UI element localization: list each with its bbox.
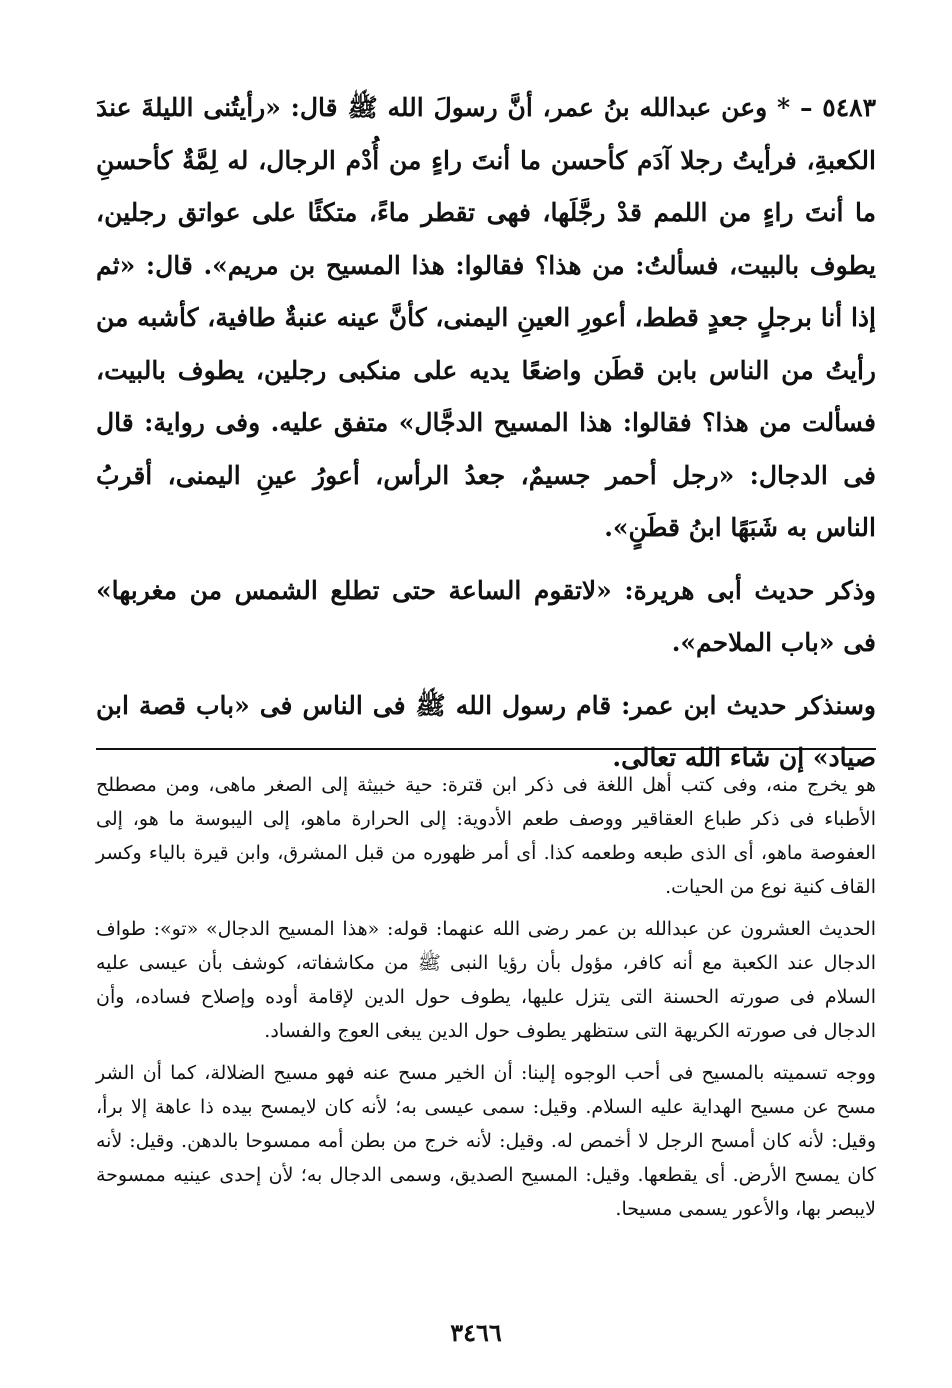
footnote-paragraph: ووجه تسميته بالمسيح فى أحب الوجوه إلينا: أن الخير مسح عنه فهو مسيح الضلالة، كما أن الشر مسح عن مسيح الهداية عليه السلام. وقيل: سمى عيسى به؛ لأنه كان لايمسح بيده ذا عاهة إلا برأ، وقيل: لأنه كان أمسح الرجل لا أخمص له. وقيل: لأنه خرج من بطن أمه ممسوحا بالدهن. وقيل: لأنه كان يمسح الأرض. أى يقطعها. وقيل: المسيح الصديق، وسمى الدجال به؛ لأن إحدى عينيه ممسوحة لايبصر بها، والأعور يسمى مسيحا. [96, 1062, 876, 1220]
hadith-paragraph: وسنذكر حديث ابن عمر: قام رسول الله ﷺ فى الناس فى «باب قصة ابن صياد» إن شاء الله تعالى. [96, 690, 876, 772]
hadith-paragraph: ٥٤٨٣ – * وعن عبدالله بنُ عمر، أنَّ رسولَ الله ﷺ قال: «رأيتُنى الليلةَ عندَ الكعبةِ، فرأيتُ رجلا آدَم كأحسن ما أنتَ راءٍ من أُدْم الرجال، له لِمَّةٌ كأحسنِ ما أنتَ راءٍ من اللمم قدْ رجَّلَها، فهى تقطر ماءً، متكئًا على عواتق رجلين، يطوف بالبيت، فسألتُ: من هذا؟ فقالوا: هذا المسيح بن مريم». قال: «ثم إذا أنا برجلٍ جعدٍ قطط، أعورِ العينِ اليمنى، كأنَّ عينه عنبةٌ طافية، كأشبه من رأيتُ من الناس بابن قطَن واضعًا يديه على منكبى رجلين، يطوف بالبيت، فسألت من هذا؟ فقالوا: هذا المسيح الدجَّال» متفق عليه. وفى رواية: قال فى الدجال: «رجل أحمر جسيمٌ، جعدُ الرأس، أعورُ عينِ اليمنى، أقربُ الناس به شَبَهًا ابنُ قطَنٍ». [96, 93, 877, 542]
footnote-paragraph: هو يخرج منه، وفى كتب أهل اللغة فى ذكر ابن قترة: حية خبيثة إلى الصغر ماهى، ومن مصطلح الأطباء فى ذكر طباع العقاقير ووصف طعم الأدوية: إلى الحرارة ماهو، إلى اليبوسة ما هو، إلى العفوصة ماهو، أى الذى طبعه وطعمه كذا. أى أمر ظهوره من قبل المشرق، وابن قيرة بالياء وكسر القاف كنية نوع من الحيات. [96, 774, 876, 898]
hadith-paragraph: وذكر حديث أبى هريرة: «لاتقوم الساعة حتى تطلع الشمس من مغربها» فى «باب الملاحم». [96, 575, 876, 657]
footnote-paragraph: الحديث العشرون عن عبدالله بن عمر رضى الله عنهما: قوله: «هذا المسيح الدجال» «تو»: طواف الدجال عند الكعبة مع أنه كافر، مؤول بأن رؤيا النبى ﷺ من مكاشفاته، كوشف بأن عيسى عليه السلام فى صورته الحسنة التى يتزل عليها، يطوف حول الدين لإقامة أوده وإصلاح فساده، وأن الدجال فى صورته الكريهة التى ستظهر يطوف حول الدين يبغى العوج والفساد. [96, 918, 876, 1042]
commentary-footnotes [96, 768, 876, 1226]
hadith-main-text [96, 82, 876, 785]
page-number: ٣٤٦٦ [450, 1318, 502, 1347]
footnote-separator [96, 748, 876, 750]
